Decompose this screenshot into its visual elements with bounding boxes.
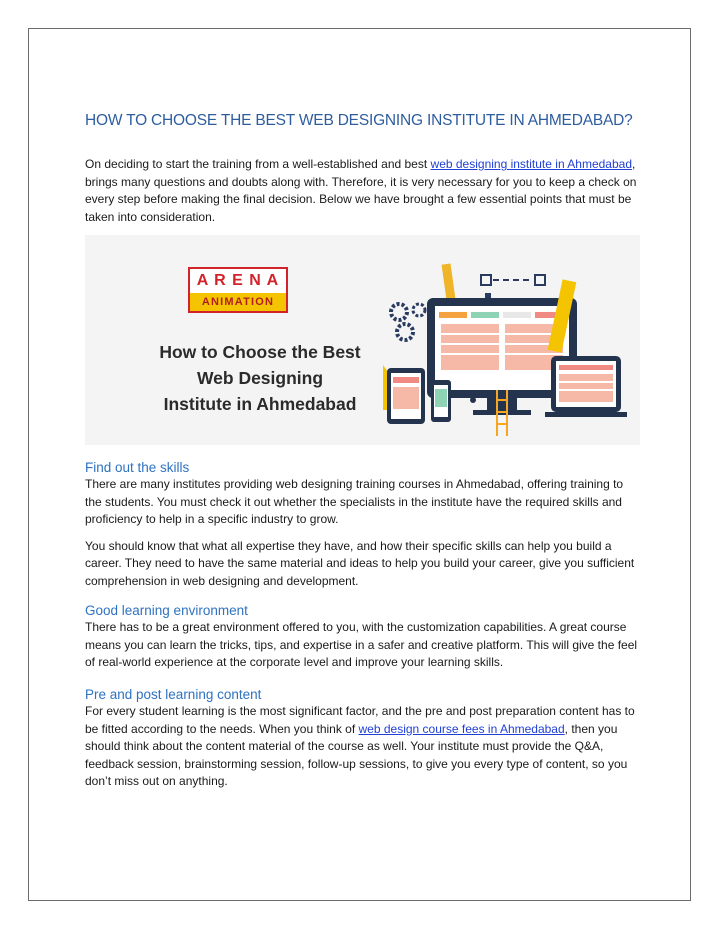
intro-link-institute[interactable]: web designing institute in Ahmedabad bbox=[430, 157, 633, 171]
arena-logo bbox=[188, 267, 288, 313]
section-skills-heading: Find out the skills bbox=[85, 460, 190, 475]
logo-animation-text: ANIMATION bbox=[190, 293, 286, 311]
page-title: HOW TO CHOOSE THE BEST WEB DESIGNING INSTITUTE IN AHMEDABAD? bbox=[85, 112, 633, 129]
section-skills-paragraph-2: You should know that what all expertise they have, and how their specific skills can help you build a career. They need to have the same material and ideas to help you build your career, give you sufficient comprehension in web designing and development. bbox=[85, 538, 635, 588]
course-fees-link[interactable]: web design course fees in Ahmedabad bbox=[358, 721, 565, 736]
section-content-text-end: , then you should think about the content material of the course as well. Your institute must provide the Q&A, feedback session, brainstorming session, follow-up sessions, to give you every type of content, so you don’t miss out on anything. bbox=[85, 721, 628, 788]
section-content-heading: Pre and post learning content bbox=[85, 687, 262, 702]
section-content-text-start: For every student learning is the most significant factor, and the pre and post preparation content has to be fitted according to the needs. When you think of bbox=[85, 704, 635, 736]
hero-heading-line-3: Institute in Ahmedabad bbox=[163, 394, 357, 414]
hero-heading bbox=[115, 339, 405, 417]
section-content-paragraph bbox=[85, 703, 641, 791]
section-environment-paragraph: There has to be a great environment offered to you, with the customization capabilities. A great course means you can learn the tricks, tips, and expertise in a safer and creative platform. This will give the feel of real-world experience at the corporate level and improve your learning skills. bbox=[85, 620, 638, 669]
hero-image bbox=[85, 235, 640, 445]
intro-text-start: On deciding to start the training from a well-established and best bbox=[85, 157, 431, 171]
devices-illustration bbox=[375, 240, 635, 440]
section-environment bbox=[85, 603, 641, 672]
section-environment-heading: Good learning environment bbox=[85, 603, 248, 618]
section-skills-paragraph-1: There are many institutes providing web designing training courses in Ahmedabad, offering training to the students. You must check it out whether the specialists in the institute have the required skills and proficiency to help in a specific industry to grow. bbox=[85, 477, 624, 526]
section-skills bbox=[85, 460, 641, 590]
logo-arena-text: A R E N A bbox=[196, 272, 280, 289]
intro-paragraph bbox=[85, 156, 641, 226]
hero-heading-line-2: Web Designing bbox=[196, 368, 324, 388]
hero-heading-line-1: How to Choose the Best bbox=[159, 342, 361, 362]
intro-text-end: , brings many questions and doubts along with. Therefore, it is very necessary for you to keep a check on every step before making the final decision. Below we have brought a few essential points that must be taken into consideration. bbox=[85, 157, 637, 224]
section-content bbox=[85, 687, 641, 791]
